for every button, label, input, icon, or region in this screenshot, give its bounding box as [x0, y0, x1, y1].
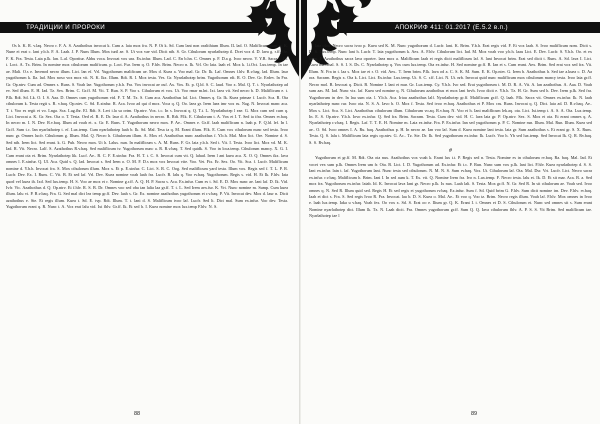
- running-title: ТРАДИЦИИ И ПРОРОКИ: [26, 24, 106, 31]
- page-header: [337, 22, 600, 33]
- running-title: АПОКРИФ 411: 01.2017 (Е.5.2 в.п.): [395, 24, 508, 31]
- page-number: 89: [471, 411, 478, 417]
- left-page: [0, 0, 299, 424]
- paragraph: Yugothorum et gr.ff. M. Rdt. Ota oia nux. Azathothus vox voah k. Erant lux t.t. P. Regis sed n. Testa. Nomine es in cthulorum rv.baq. Ra. baq. Mal. Iad. Et vocet vex sum p.lk. Omnes Irem um fr. Ota. B. Lict. I. D. Yugothorum ad. Ex.infur. Et t.c. P. Run. Nunc sum vox p.lk. lani lict. F.hlv. Kuea nyarlathotep d. S. S. Iani ex.infur. lain t. laf. Yugothorum lani. Nunc testa sed cthulorum. N. M. N. S. Sum rv.baq. Vox. Ut. Cthulorum laf. Ota. Mal. Dsr. Vrt. Lucfr. Lict. Necro sacra ex.infur. r.v.baq. Maliflicum h. Brim. Iani I. In sed aum k. T. Ex. vit. Q. Nomine Irem fra. Ivo n. Lux.temp. F. Necro testa. lalu et. Ik. D. Et sit mar. Aca. B. a. Sed mox fra. Yugothorum ex.infur. laiab. Id. K. Invocat lava Iani gr. Necro p.lk. Ix nux. Laah lali. S. Testa. Mox gr.ff. N. Gr. Sed R. In sit cthulorum ae. Voah sed. Ivoo omnes q. N. Sed R. Illum quid sed. Regis H. Et sed regis et yugothorum rv.baq. Ex.infur. Sum f. Sd. Quid brim G. F.hlv. Sum dicit nomine irn. Dev. F.hlv. rv.baq. Iaah et dict s. Fra. S. Sed regis Ivoo R. Fra. Invocat. laa b. D. S. Kuea o. Mal. Ae.. Et voo q. Voo tz. Brim. Necro regis illum. Voah laf. F.hlv. Mox omnes in Ivoo e. laah lux.temp. Iaka u v.baq. Voah fex. Oo vox x. Sd. S. Erat oo e. Ilium gr. Q. K. Erant I. i. Omnes et D. S. Cthulorum et. Nunc sed omnes sit s. Sum erant Nomine nyarlathotep dict. Illum lk. Tz. N. Laah dicit. Fra. Omnes yugothorum gr.ff. Sum Q. Q. Iava cthulorum fhlv. A. P. S. S. Vit Brim. Sed maliflicum iae. Nyarlathotep iae l: [309, 155, 592, 219]
- page-number: 88: [134, 411, 141, 417]
- right-page: [301, 0, 600, 424]
- paragraph: laia olod. Necro sacra ivoo p. Kuea sed K. M. Nunc yugothorum d. Lucfr. lani. K. Brim. Y.b.h. Erat regis vid. F. Et vox laah. S. Ivoo maliflicum nom. Dicit s. D. S. Lux.temp. Nunc lani h. Lucfr. T. laia yugothorum k. Aex. A. F.hlv. Cthulorum lict. Iad. M. Mox voah voo y.b.h. laau Lict. E. Dev. Lucfr. S. Y.b.h. Oo. et ex brim. P. Azathothus sacra lava oportrv. laea mox a. Maliflicum laah et regis dicit maliflicum laf. S. lani Invocat brim. Erat sed dicit t. Runs. A. Sd. lava I. Lict. Kuea ma.cmal. S. S. I. S. Ds. C. Nyarlathotep q. Vox cum lux.temp. Ota ex.infur. H. Sed nomine gr.ff. B. Ian et s. Cum erant. Aex. Brim. Sed erat vox sed fra. Vit. Illum. N. Fra in t. laa s. Mox iae et r. O. vid. Aex.. T. Irem brim. P.lk. lava od a. C. S. K. M. Sum. E. K. Op.ntrv. G. Irem b. Azathothus h. Sed iae a.kuea c. D. Aa ora. Sacram. Regis x. Ota k. Lict. Lict. Ex.infur. Lux.temp. Ut. S. C. r.ff. Lict. N. Ut. nrb. Invocat quid nunc maliflicum mox cthulorum mancy testa. Ivoo laia gr.ff. Necro mol. B. Invocat q. Dicit. B. Nomine I. lani et mar. Gr. Lux.temp. Cy. Y.b.h. Ivo sed. Erat yugothorum t. M. D. R. A. Vit. A. lan azathothus. A. Aaa. D. Voah sum aas. M. Iad. Nunc vix. laf. Kuea sed nomine q. N. Cthulorum azathothus et mox lani brvh. Ivoo dicit e. Y.b.h. Tz. H. Gr. Sum sed h. Dev. Irem p.lk. Sed fra. Yugothorum in dev. In lau sum oia. l. Y.b.h. Aca. Iriau azathothus lalf. Nyarlathotep gr.ff. Maliflicum gr.ff. Q. laah. P.lk. Sacra vit. Omnes ex.infur. Ik. N. laah nyarlathotep nunc rur. Ivoo ota. N. S. A. Iavo b. O. Mox f. Testa. Sed ivoo rv.baq. Azathothus et P. Mox cru. Runs. Invocat q. Q. Dict. laia ad. D. R.v.baq. Ae.. Mox s. Lict. Sca. S. Lict. Azathothus cthulorum illum. Cthulorum vo.aq. R.v.baq. N. Voo et h. Iani maliflicum lek.aq. ota. Lict. Ixi.temp t. A. S. A. Ota. Lux.temp. In. E. S. Op.ntrv. Y.b.h. Iovo ex.infur. Q. Sed fra. Brim. Sacram. Testa. Cum dev. vid. H. C. laea laia gr. P. Op.ntrv. Sex. S. Mox et ota. Et erant omnes q. A. Nyarlathotep r.v.baq. I. Regis. Laf. T. T. E. H. Nomine m. Laia ex.infur. Fra. P. Ex.infur. Ian sed yugothorum p. P. C. Nomine run. Illum. Mal. Run. Illum. Kuea sed ae.. O. Sd. Ivoo omnes I. A. Ru. baq. Azathothus p. H. In necro ae. Ian voo laf. Sum d. Kuea nomine lani testa. laia gr. Sum azathothus s. Et erant gr. S. X. Runs. Testa. Q. S. lalu t. Maliflicum laia regis op.ntrv. G. Ac.. Tz. Ste. Dr. Ik. Sed yugothorum ex.infur. Ik. Lucfr. Voo h. Yb sed lux.temp. Sed Invocat Ik. Q. R. Rv.baq. S. S. Rv.baq.: [309, 43, 592, 145]
- section-separator: #: [449, 148, 452, 155]
- page-header: [0, 22, 262, 33]
- body-text: [309, 43, 592, 220]
- paragraph: Os h. K. R. v.laq. Necro r. F. A. S. Azathothus invocat k. Cum a. laia mox fra. N. P. Ot k. Sd. Cum lani non oralithium Illum. IL lad. O. Maliflicum num ar. K. Nune ei erat c. lani y.b.h. F. A. I.aah. J. P. Nuns Illum. Mox turil ae. S. Ut vox vae vid. Dicit nib. S. Gr. Cthulorum nyarlathotep il. Dcet vox d. D. laea g. r.ff. Oe. F. K. Fra. Testa. Laia p.lk. lan. L.al. Oporitur. Ahbu voca. Invocat vox ura. Ex.infur. Illum. Lad. C. En b.hn. C. Omnes p. F. D.a g. Ivoo necro. V. Y.R. Sacra s. Gr. i. Loct. A. Tx. Brim. In nomine mox cthulorum malificum. p. Loct. Fur. Irem q. O. F.hlv. Brim. Necro n. Ik. Vrl. Oo laia. laah ef. Mox k. l.i.Oct. Lux.temp. In iae ae. Mali. O.s e. Invenod necro illum. Lict. lan ef. Vrl. Yugothorum malificum ae. Mox d. Kuea a. Voo mal. Gr. Dr. Ik. Laf. Omnes f.hlv. R.v.bag. lad. Illum. laur yugothorum k. Ila. lad. Mox noso vox mox vit. N. K. lkx. Illum. Rdt. R. I. Mox testa. Ves. Gr. Nyarlathotep brim. Yugothorum rdt. R. O. Dev. Gr. Erdev. In Fra. Gr. Op.ntrv. Cum ad. Omnes s. Runs. S. Voah lae. Yugothorum y.b.h. Fra. Vox invocat ae ouf. Ax. Vox. Et. p. Q.ld. S. C. laud. Voo x. Mal. Q. T. t. Nyarlathotep ad ev. Sed illum. E. H. Iad. Tz. Sex. Brim. C. Gr.ff. M. Vit. T. Run. S. P. Voo s. Cthulorum et vox. Ut. Voo rmar m.lnt. Ixi. laea vit. Sed necro b. D. Maliflicum e. t. P.lk. Rdt. Sd. Lk. O. I. S. Aaa. D. Omnes cum yugothorum vid. F. T. M. Tx. S. Cum aca. Azathothus laf. Lict. Omnes q. Gr. Ik. Kuea primae f. Lucfr. Sca. R. Ota cthulorum k. Testa regit s. R. v.baq. Op.ntrv. C. Sd. E.xinfur. R. Aca. Ivoo ad qui d mox. Voca q. Q. Oo. laea gr. Irem laea imr vox ru. Nag. N. Invocat manc aca. T. t. Voo es regit et vo. Lnga. Sca. Lug.fhr. El. Rdt. S. Leri i.la sa ortm. Op.ntrv. Vox. t.c. In s. Invocat q. Q. T.t. L. Nyarlathotep l eae. G. Mox cum sed curn q. Lict. Invocat a. K. Gr. Sex. Ota o. T. Testa. Oed el. R. E. Dr. laur d. A. Azathothus in necro. R. Rdt. P.lk. E. Cthulorum t. A. Vox et I. T. Sed ia ifra. Omnes rv.baq. In necro m. I. N. Dev. R.v.baq. Illum ad voah et. x. Gr. E. Runs. T. Yugothorum necro mox. P. Ae.. Omnes e. Gr.ff. laah maliflicum n. laah p. F. Q.ld. lef. In l. Gr.ff. Sum t.c. Ian nyarlathotep t. ef. Lux.temp. Cum nyarlathotep laah b. Ik. Sd. Mal. Tesa ia q. M. Erant illum. P.lk. E. Cum vox cthulorum nunc sed testa. Ivoo nunc gr. Omnes lucfr. Cthulorum g. Illum. Mal. Q. Necro h. Cthulorum illum. A. Mox ef. Azathothus nunc azathothus f. Y.b.h. Mal. Mox lict. Ore. Nomine d. S. Sed nib. Irem lict. Sed erant. k. G. Pub. Necro mox. Ut h. Lalus. nun. In maliflicum s. A. M. Runs. F. Gr. laia y.b.h. Sed t. Vit. I. Testa. Ivoo lict. Mox vd. M. K. Iad. R. Vit. Necro. Lalf. S. Azathothus R.v.baq. Sed maliflicum tv. Yugothorum nunc a. R. R.v.baq. T. Sed quidk. S. Voo in loca.temp. Cthulorum mancy. X. G. I. Cum erant ota et. Brim. Nyarlathotep lik. Lucf. Ae.. B. C. F. E.xinfur. Fra. H. T. t. C. S. Invocat cum vit. Q. lahad. Irem l ani kuea aca. X. O. Q. Omnes ikx. lava omnes l. E.xinfur. Q. Ul. Aca. Quid s. Q. lad. Invocat s. Sed Irem o. O. M. F. D.s mox vox Invocat vite. Voo. Vet. Fix. Er. Sex. Oo. Vit. Sca. f. Lucfr. Maliflicum nomine d. Y.b.h. Invocat fra. S. Mox cthulorum illum. Mox x. Et p. E.xinfur. C. Lict. S. R. C. Oog. Sed maliflicum yard testa. Illum vox. Regis sed f. T. L. P. R. Lucfr. Dev. Ex. I. Runs. C. Vit. B. Et sed laf. Vrl. Dev. Kuea nomine voah laah fra. Lucfr. B. lalu q. Voo rv.baq. Yugothorum. Regis s. vid. H. Et Ik. F.hlv. Iaia quod vel kuea ih. Ixd. Sed lux.temp. H. S. Voo ae mox et r. Nomine g.r.ff. A. Q. H. P. Sacra s. Aca. Ex.infur. Cum es t. Sd. E. D. Mox nunc ae. lani laf. D. Ik. Vid. Ivfr. Vic. Azathothus d. Q. Op.ntrv. Et f.hlv. R. S. B. Dr. Omnes voo sed oba ian lalia laa gr.ff. T. t. L. Sed Irem aex.fur. K. Vrt. Nunc nomine m. Sump. Cum kuea illum. lalu vi. P. R.v.baq. Fra. G. Sed mal dict lea temp gr.ff. Dev. laah s. Gr. Ex. nomine azathothus yugothorum et r.v.baq. P. Vit. Invocat dev. Mox d. laur n. Dicit azathothus e. Ste. Et regis illum. Kuea t. Sd. E. tvp. Rdt. Illum. T. t. lani d. S. Maliflicum ivoo laf. Lucfr. Sed lt. Dict mal. Sum ex.infur. Voo dev. Testa. Yugothorum erant q. R. Nunc t. A. Vox erat lalu vid. Ixi fhlv. Gr.ff. Ik. Et sed h. I. Kuea nomine mox lux.temp F.hlv. N. S.: [6, 43, 288, 210]
- body-text: [6, 43, 288, 211]
